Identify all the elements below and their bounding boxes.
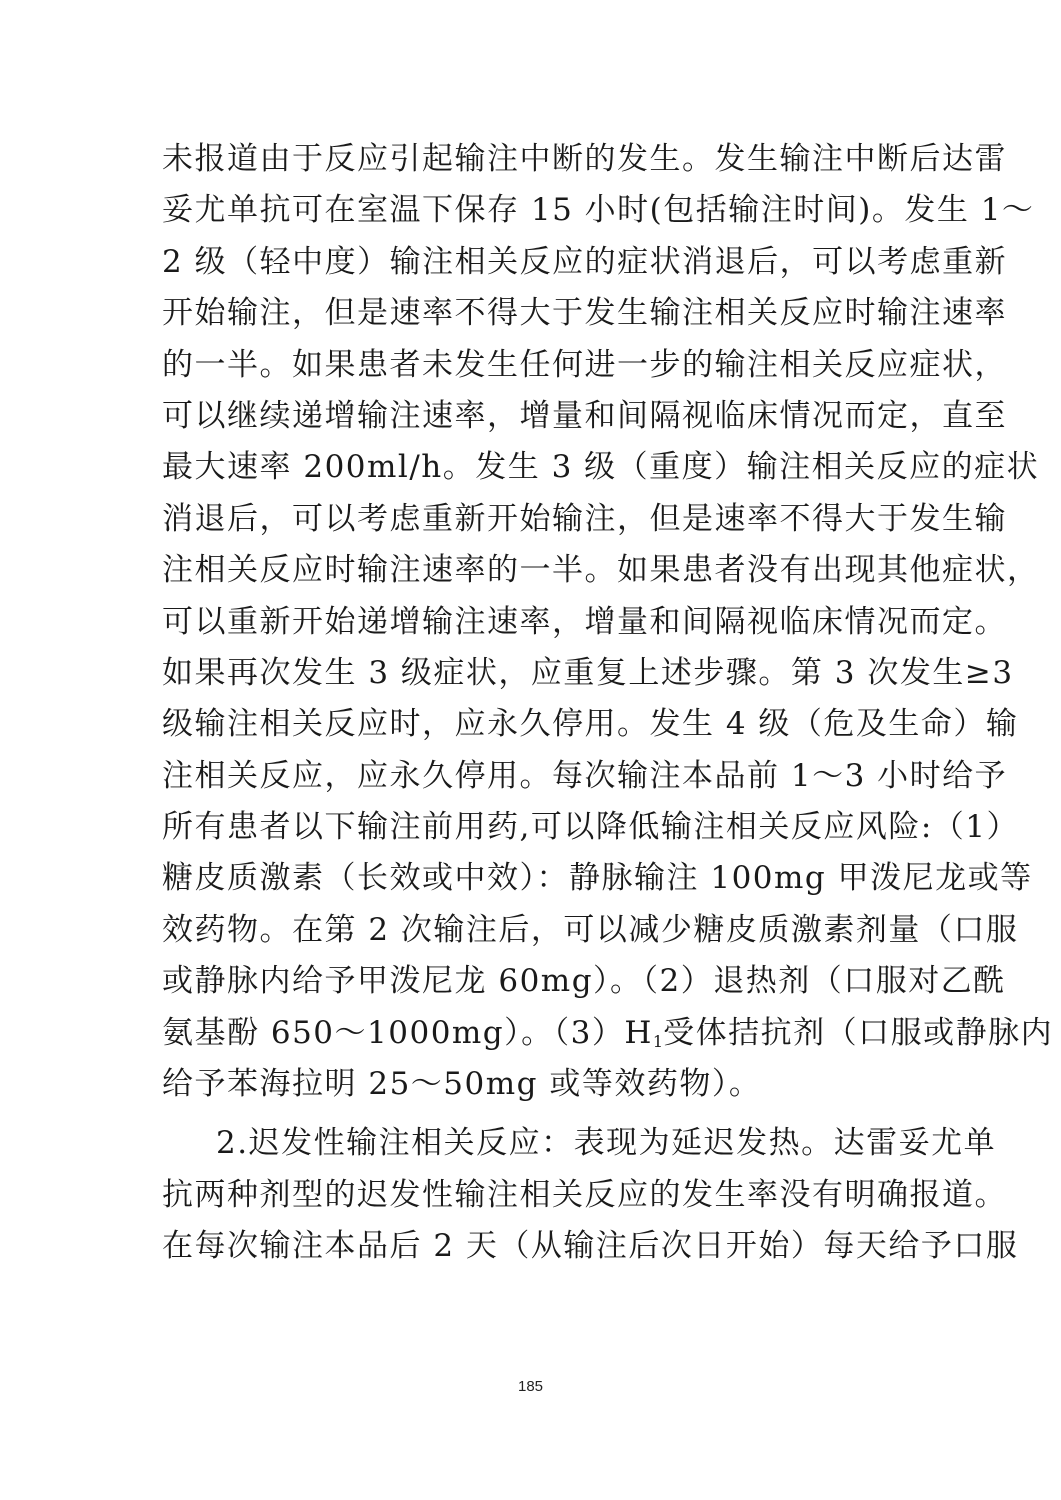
text-line: 所有患者以下输注前用药,可以降低输注相关反应风险:（1） xyxy=(162,809,1020,846)
text-line: 效药物。在第 2 次输注后，可以减少糖皮质激素剂量（口服 xyxy=(162,911,1019,948)
paragraph-spacer xyxy=(162,1110,902,1118)
paragraph-delayed-reaction xyxy=(162,1118,1019,1272)
text-line: 2.迟发性输注相关反应：表现为延迟发热。达雷妥尤单 xyxy=(216,1125,997,1162)
text-line: 如果再次发生 3 级症状，应重复上述步骤。第 3 次发生≥3 xyxy=(162,654,1014,691)
paragraph-infusion-interruption xyxy=(162,134,1054,1110)
text-line: 抗两种剂型的迟发性输注相关反应的发生率没有明确报道。 xyxy=(162,1176,1007,1213)
text-line: 注相关反应时输注速率的一半。如果患者没有出现其他症状， xyxy=(162,552,1040,589)
text-segment: 氨基酚 650～1000mg）。（3）H xyxy=(162,1014,653,1051)
text-line: 未报道由于反应引起输注中断的发生。发生输注中断后达雷 xyxy=(162,141,1007,177)
text-line-h1-antagonist xyxy=(162,1008,1054,1059)
text-line: 或静脉内给予甲泼尼龙 60mg）。（2）退热剂（口服对乙酰 xyxy=(162,963,1006,1000)
text-line: 糖皮质激素（长效或中效）：静脉输注 100mg 甲泼尼龙或等 xyxy=(162,860,1033,897)
text-line: 级输注相关反应时，应永久停用。发生 4 级（危及生命）输 xyxy=(162,706,1019,743)
text-line: 2 级（轻中度）输注相关反应的症状消退后，可以考虑重新 xyxy=(162,243,1008,280)
text-line: 在每次输注本品后 2 天（从输注后次日开始）每天给予口服 xyxy=(162,1228,1019,1265)
text-line: 最大速率 200ml/h。发生 3 级（重度）输注相关反应的症状 xyxy=(162,449,1040,486)
text-line: 消退后，可以考虑重新开始输注，但是速率不得大于发生输 xyxy=(162,500,1007,537)
page-number: 185 xyxy=(517,1378,544,1395)
subscript-one: 1 xyxy=(652,1031,664,1051)
text-line: 开始输注，但是速率不得大于发生输注相关反应时输注速率 xyxy=(162,295,1007,332)
text-line: 可以继续递增输注速率，增量和间隔视临床情况而定，直至 xyxy=(162,397,1007,434)
text-line: 的一半。如果患者未发生任何进一步的输注相关反应症状， xyxy=(162,346,1007,383)
text-line: 给予苯海拉明 25～50mg 或等效药物）。 xyxy=(162,1066,762,1103)
text-line: 妥尤单抗可在室温下保存 15 小时(包括输注时间)。发生 1～ xyxy=(162,192,1035,229)
body-text xyxy=(162,134,1054,1273)
text-line: 可以重新开始递增输注速率，增量和间隔视临床情况而定。 xyxy=(162,603,1007,640)
text-segment: 受体拮抗剂（口服或静脉内 xyxy=(663,1014,1054,1051)
text-line: 注相关反应，应永久停用。每次输注本品前 1～3 小时给予 xyxy=(162,757,1008,794)
